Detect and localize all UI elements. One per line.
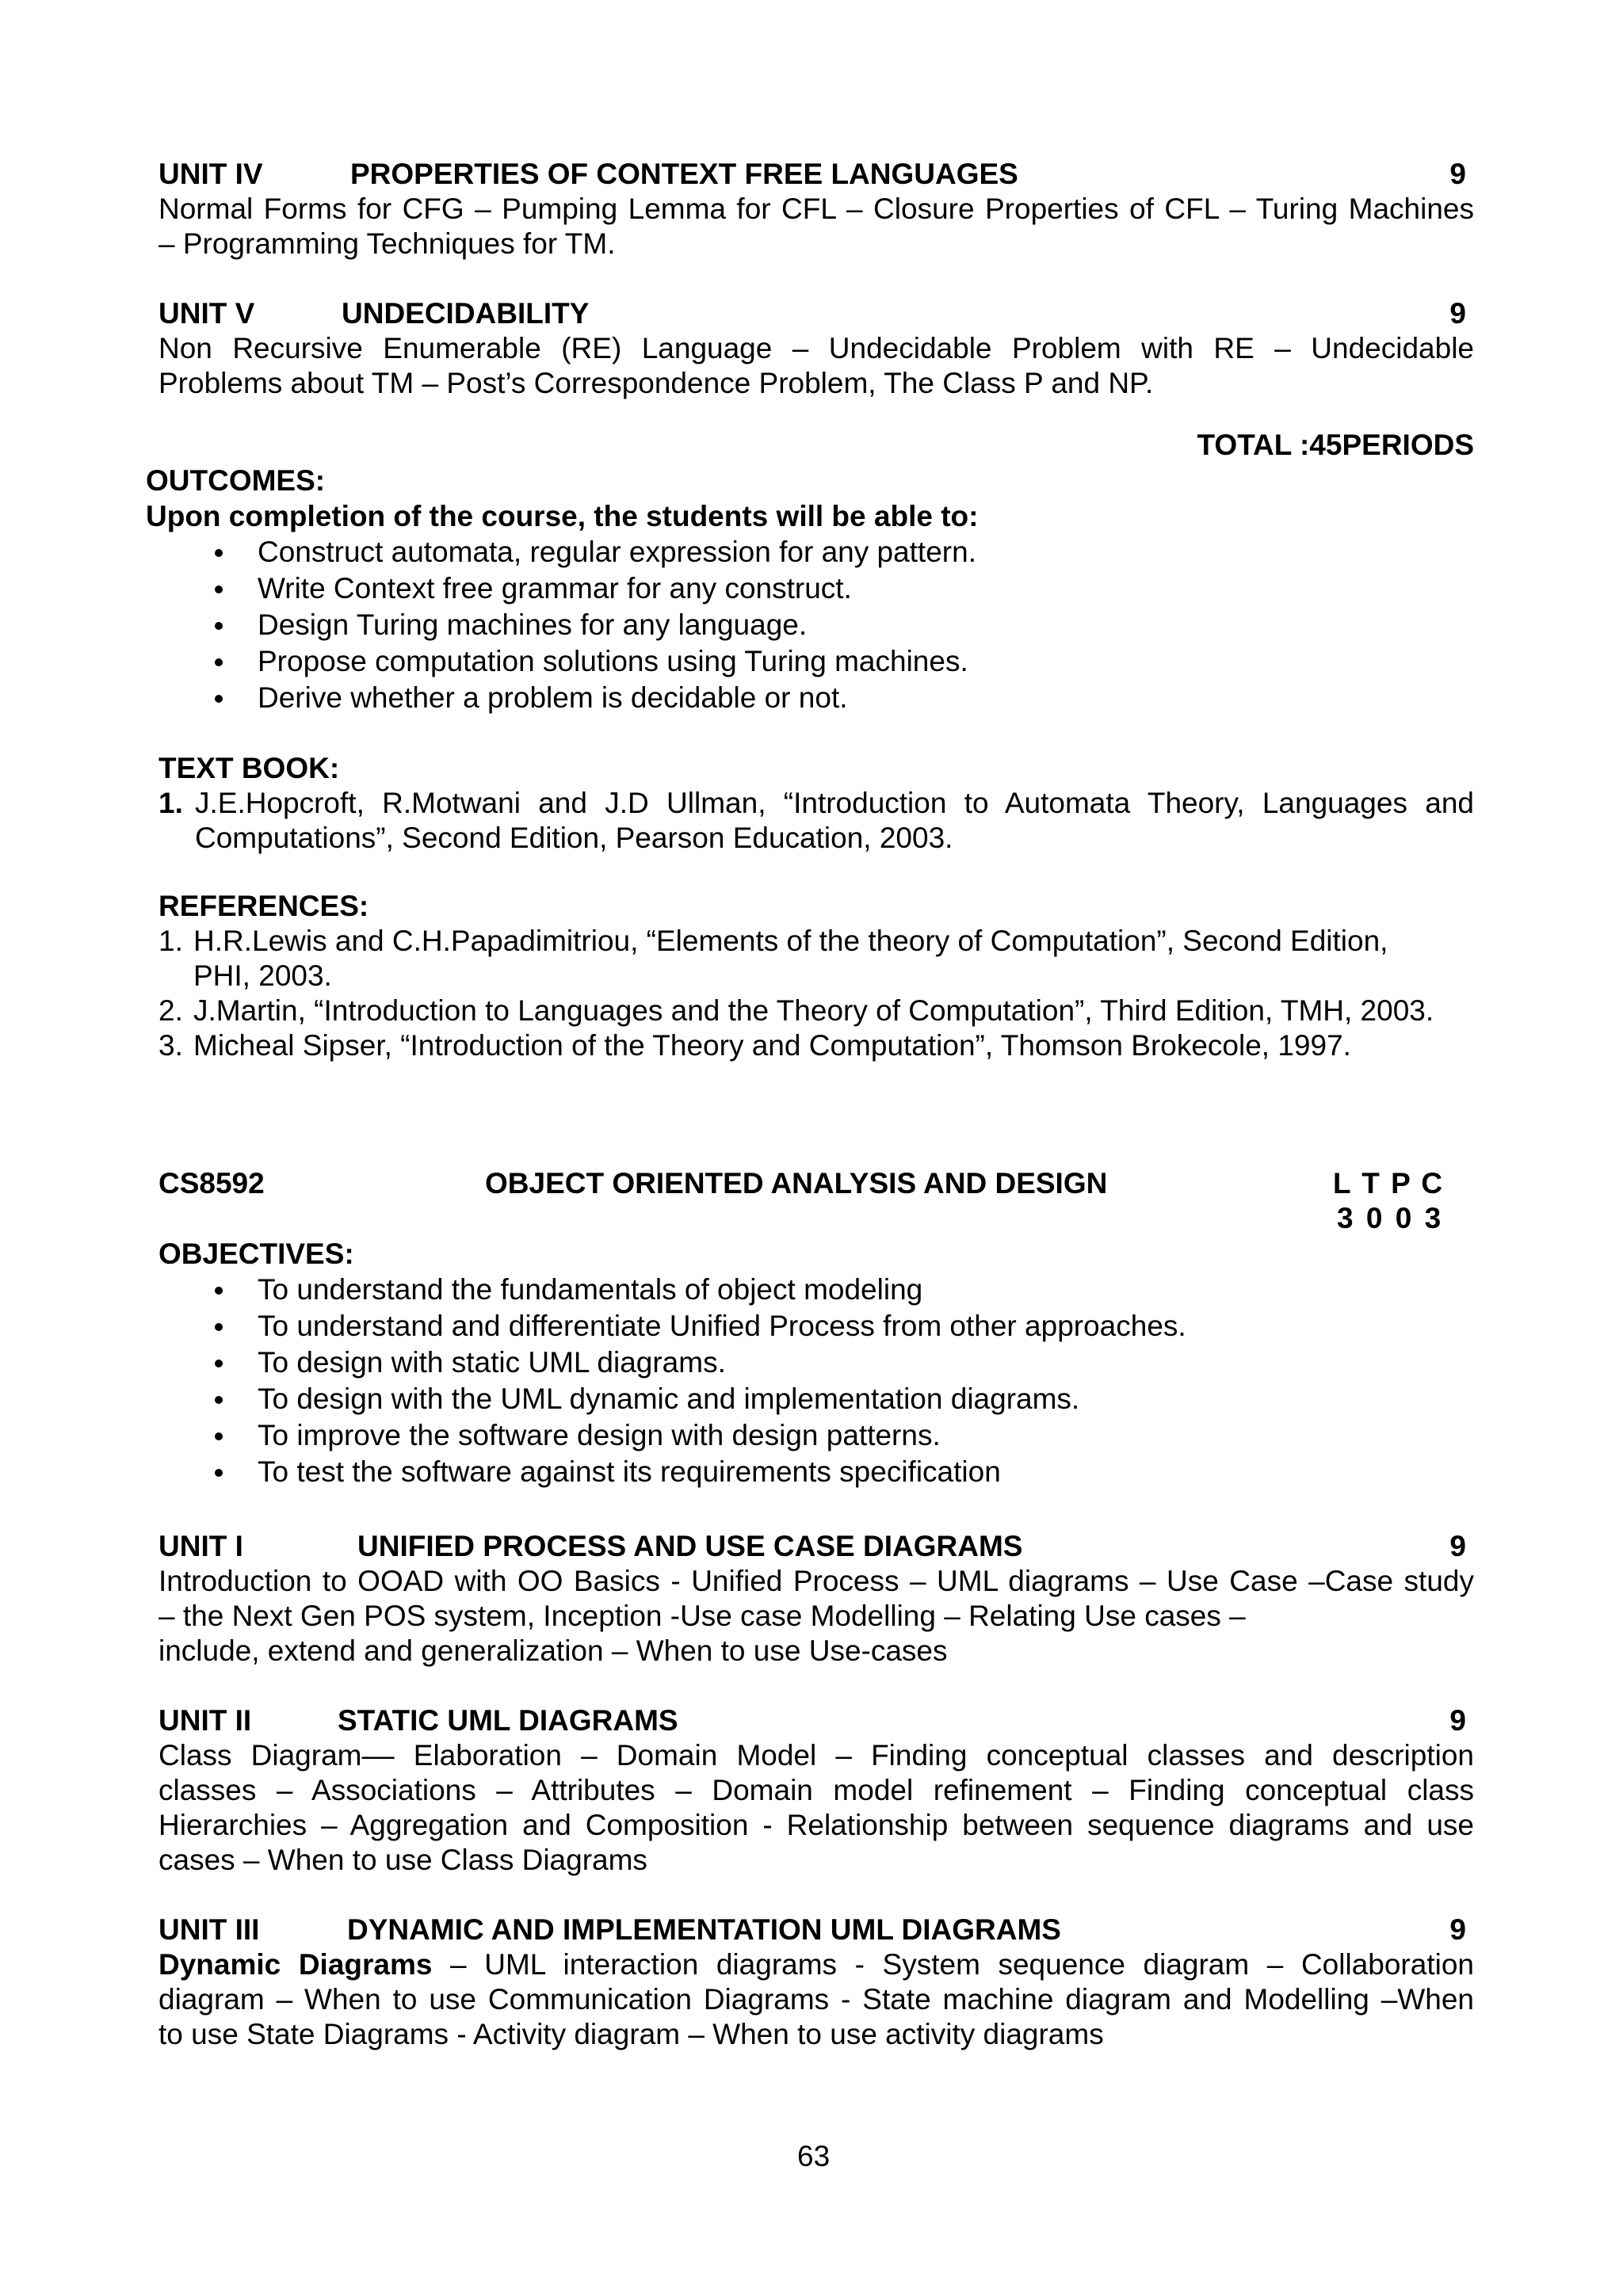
unit-v-section (158, 296, 1474, 401)
ltpc-values: 3 0 0 3 (1337, 1202, 1442, 1234)
unit-iv-section (158, 157, 1474, 261)
list-item: 2. J.Martin, “Introduction to Languages and the Theory of Computation”, Third Edition, TMH, 2003. (158, 994, 1434, 1027)
oo-unit-ii-section (158, 1703, 1474, 1878)
unit-title: DYNAMIC AND IMPLEMENTATION UML DIAGRAMS (347, 1913, 1061, 1946)
outcomes-heading: OUTCOMES: (146, 464, 326, 497)
course-title: OBJECT ORIENTED ANALYSIS AND DESIGN (485, 1167, 1108, 1199)
description-line: include, extend and generalization – When to use Use-cases (158, 1634, 948, 1667)
unit-v-description (158, 331, 1474, 401)
unit-number: UNIT III (158, 1913, 260, 1946)
unit-v-heading (158, 296, 1474, 331)
page-number: 63 (797, 2140, 831, 2172)
bullet-icon (215, 622, 223, 630)
outcomes-intro: Upon completion of the course, the students will be able to: (146, 500, 979, 532)
list-item: To understand and differentiate Unified Process from other approaches. (158, 1308, 1186, 1344)
item-number: 1. (158, 925, 183, 957)
bullet-icon (215, 549, 223, 557)
description-line: cases – When to use Class Diagrams (158, 1844, 647, 1876)
unit-number: UNIT I (158, 1530, 243, 1562)
description-line: Problems about TM – Post’s Correspondence Problem, The Class P and NP. (158, 367, 1154, 399)
bullet-icon (215, 695, 223, 703)
list-item: Construct automata, regular expression for any pattern. (158, 534, 976, 570)
unit-number: UNIT II (158, 1704, 252, 1737)
textbook-line: J.E.Hopcroft, R.Motwani and J.D Ullman, “Introduction to Automata Theory, Languages and (195, 787, 1474, 819)
oo-unit-i-description (158, 1564, 1474, 1669)
description-line: Introduction to OOAD with OO Basics - Unified Process – UML diagrams – Use Case –Case study (158, 1565, 1474, 1597)
oo-unit-iii-heading (158, 1913, 1474, 1947)
textbook-line: Computations”, Second Edition, Pearson Education, 2003. (195, 822, 953, 854)
list-item: To understand the fundamentals of object modeling (158, 1272, 1186, 1308)
description-line: classes – Associations – Attributes – Domain model refinement – Finding conceptual class (158, 1774, 1474, 1806)
description-line: Hierarchies – Aggregation and Composition - Relationship between sequence diagrams and use (158, 1809, 1474, 1841)
description-line: Normal Forms for CFG – Pumping Lemma for CFL – Closure Properties of CFL – Turing Machines (158, 193, 1474, 225)
bullet-icon (215, 585, 223, 593)
oo-unit-i-heading (158, 1529, 1474, 1564)
textbook-heading: TEXT BOOK: (158, 752, 340, 784)
textbook-item (158, 786, 1474, 856)
list-item: Propose computation solutions using Turing machines. (158, 643, 976, 680)
bullet-icon (215, 1432, 223, 1440)
course-code: CS8592 (158, 1167, 265, 1199)
unit-iv-heading (158, 157, 1474, 192)
list-item: 3. Micheal Sipser, “Introduction of the Theory and Computation”, Thomson Brokecole, 1997. (158, 1029, 1351, 1062)
description-line: Dynamic Diagrams – UML interaction diagrams - System sequence diagram – Collaboration (158, 1948, 1474, 1981)
oo-unit-iii-description (158, 1947, 1474, 2052)
references-list (158, 924, 1490, 1063)
description-line: diagram – When to use Communication Diagrams - State machine diagram and Modelling –When (158, 1983, 1474, 2016)
bullet-icon (215, 1287, 223, 1295)
unit-title: STATIC UML DIAGRAMS (338, 1704, 678, 1737)
unit-iv-description (158, 192, 1474, 261)
bullet-icon (215, 1469, 223, 1477)
oo-unit-iii-section (158, 1913, 1474, 2052)
references-section (158, 889, 1490, 1063)
description-line: – the Next Gen POS system, Inception -Use case Modelling – Relating Use cases – (158, 1600, 1246, 1632)
item-number: 3. (158, 1029, 183, 1062)
bullet-icon (215, 1396, 223, 1404)
list-item: To test the software against its requirements specification (158, 1454, 1186, 1490)
outcomes-list (158, 534, 976, 716)
list-item: Write Context free grammar for any construct. (158, 570, 976, 607)
unit-hours: 9 (1449, 1530, 1466, 1562)
bullet-icon (215, 1323, 223, 1331)
objectives-list (158, 1272, 1186, 1490)
description-line: Non Recursive Enumerable (RE) Language – Undecidable Problem with RE – Undecidable (158, 332, 1474, 364)
oo-unit-ii-heading (158, 1703, 1474, 1738)
ltpc-label: L T P C (1333, 1167, 1443, 1199)
unit-title: UNIFIED PROCESS AND USE CASE DIAGRAMS (357, 1530, 1023, 1562)
description-line: Class Diagram–– Elaboration – Domain Model – Finding conceptual classes and description (158, 1739, 1474, 1772)
references-heading: REFERENCES: (158, 890, 369, 922)
oo-unit-ii-description (158, 1738, 1474, 1878)
unit-hours: 9 (1449, 1913, 1466, 1946)
unit-hours: 9 (1449, 297, 1466, 330)
unit-number: UNIT IV (158, 158, 263, 190)
item-number: 1. (158, 787, 183, 819)
description-line: – Programming Techniques for TM. (158, 227, 616, 260)
unit-title: UNDECIDABILITY (342, 297, 590, 330)
list-item: Derive whether a problem is decidable or not. (158, 680, 976, 716)
oo-unit-i-section (158, 1529, 1474, 1669)
unit-number: UNIT V (158, 297, 255, 330)
lead-text: Dynamic Diagrams (158, 1948, 433, 1981)
unit-title: PROPERTIES OF CONTEXT FREE LANGUAGES (350, 158, 1018, 190)
unit-hours: 9 (1449, 158, 1466, 190)
list-item: To design with the UML dynamic and implementation diagrams. (158, 1381, 1186, 1417)
list-item: To design with static UML diagrams. (158, 1344, 1186, 1381)
list-item: 1. H.R.Lewis and C.H.Papadimitriou, “Elements of the theory of Computation”, Second Edition, PHI, 2003. (158, 925, 1388, 992)
textbook-section (158, 751, 1474, 856)
bullet-icon (215, 1360, 223, 1367)
unit-hours: 9 (1449, 1704, 1466, 1737)
list-item: Design Turing machines for any language. (158, 607, 976, 643)
description-line: to use State Diagrams - Activity diagram – When to use activity diagrams (158, 2018, 1104, 2050)
total-periods: TOTAL :45PERIODS (1197, 429, 1474, 461)
list-item: To improve the software design with design patterns. (158, 1417, 1186, 1454)
item-number: 2. (158, 994, 183, 1027)
objectives-heading: OBJECTIVES: (158, 1238, 354, 1270)
bullet-icon (215, 658, 223, 666)
